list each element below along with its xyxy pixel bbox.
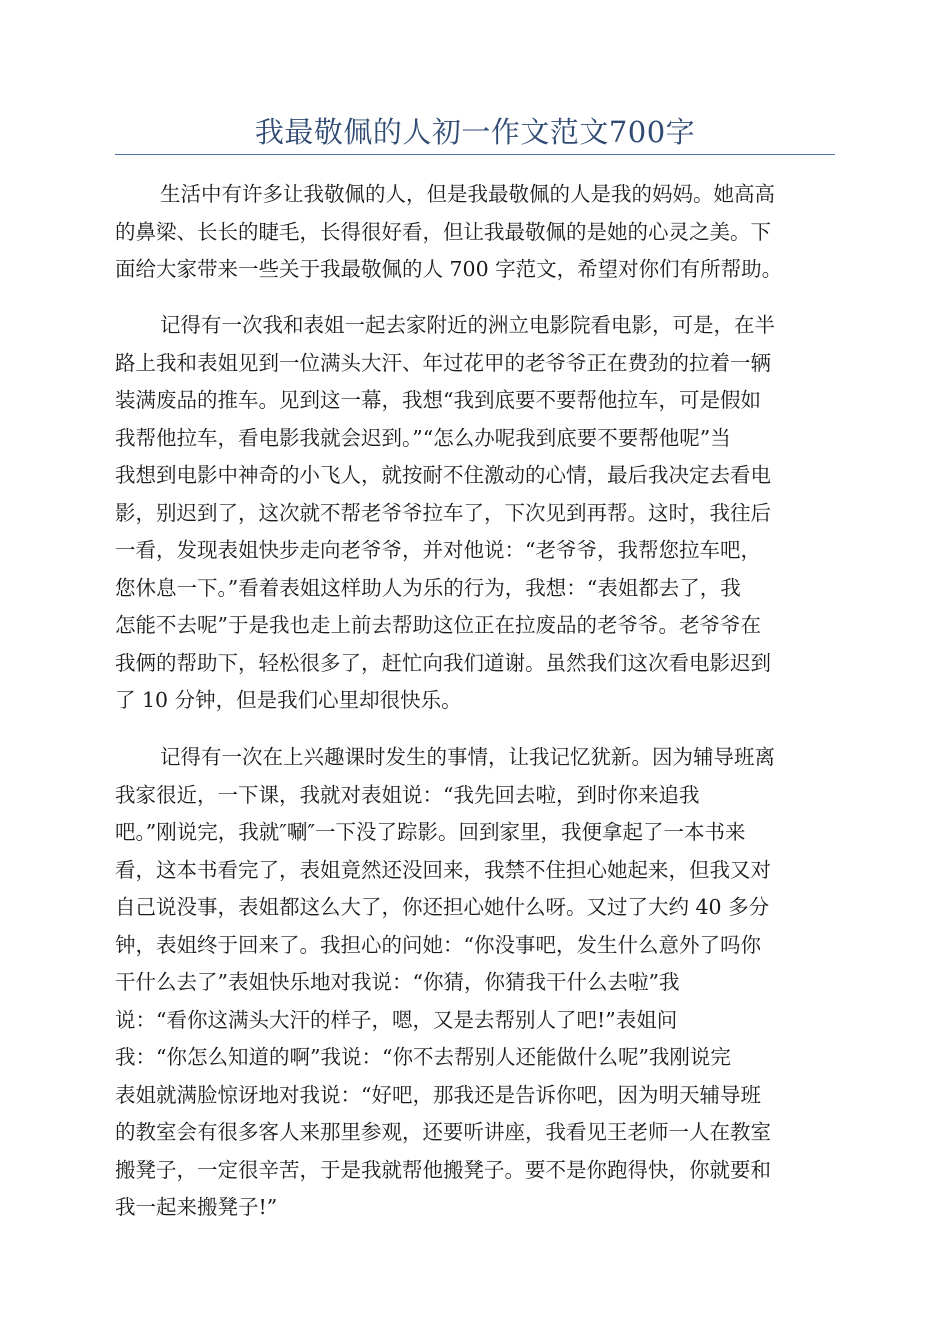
text-line: 看，这本书看完了，表姐竟然还没回来，我禁不住担心她起来，但我又对 bbox=[115, 857, 771, 882]
text-line: 说：“看你这满头大汗的样子，嗯，又是去帮别人了吧!”表姐问 bbox=[115, 1007, 678, 1032]
title-underline bbox=[115, 154, 835, 155]
text-line: 了 10 分钟，但是我们心里却很快乐。 bbox=[115, 688, 462, 712]
text-line: 一看，发现表姐快步走向老爷爷，并对他说：“老爷爷，我帮您拉车吧， bbox=[115, 538, 761, 562]
text-line: 我帮他拉车，看电影我就会迟到。”“怎么办呢我到底要不要帮他呢”当 bbox=[115, 425, 731, 450]
text-line: 我一起来搬凳子!” bbox=[115, 1195, 278, 1219]
text-line: 您休息一下。”看着表姐这样助人为乐的行为，我想：“表姐都去了，我 bbox=[115, 575, 741, 600]
text-line: 记得有一次我和表姐一起去家附近的洲立电影院看电影，可是，在半 bbox=[160, 313, 775, 337]
text-line: 影，别迟到了，这次就不帮老爷爷拉车了，下次见到再帮。这时，我往后 bbox=[115, 500, 771, 525]
text-line: 的鼻梁、长长的睫毛，长得很好看，但让我最敬佩的是她的心灵之美。下 bbox=[115, 219, 771, 244]
text-line: 装满废品的推车。见到这一幕，我想“我到底要不要帮他拉车，可是假如 bbox=[115, 388, 761, 412]
text-line: 干什么去了”表姐快乐地对我说：“你猜，你猜我干什么去啦”我 bbox=[115, 970, 680, 994]
text-line: 表姐就满脸惊讶地对我说：“好吧，那我还是告诉你吧，因为明天辅导班 bbox=[115, 1082, 761, 1107]
text-line: 的教室会有很多客人来那里参观，还要听讲座，我看见王老师一人在教室 bbox=[115, 1120, 771, 1144]
text-line: 我家很近，一下课，我就对表姐说：“我先回去啦，到时你来追我 bbox=[115, 782, 700, 807]
text-line: 路上我和表姐见到一位满头大汗、年过花甲的老爷爷正在费劲的拉着一辆 bbox=[115, 350, 771, 375]
paragraph-1 bbox=[115, 176, 835, 289]
text-line: 生活中有许多让我敬佩的人，但是我最敬佩的人是我的妈妈。她高高 bbox=[160, 182, 775, 206]
document-title: 我最敬佩的人初一作文范文700字 bbox=[254, 115, 696, 149]
text-line: 吧。”刚说完，我就″唰″一下没了踪影。回到家里，我便拿起了一本书来 bbox=[115, 820, 746, 844]
text-line: 我想到电影中神奇的小飞人，就按耐不住激动的心情，最后我决定去看电 bbox=[115, 463, 771, 487]
text-line: 自己说没事，表姐都这么大了，你还担心她什么呀。又过了大约 40 多分 bbox=[115, 895, 770, 919]
text-line: 我：“你怎么知道的啊”我说：“你不去帮别人还能做什么呢”我刚说完 bbox=[115, 1045, 731, 1069]
text-line: 钟，表姐终于回来了。我担心的问她：“你没事吧，发生什么意外了吗你 bbox=[115, 932, 761, 957]
text-line: 面给大家带来一些关于我最敬佩的人 700 字范文，希望对你们有所帮助。 bbox=[115, 257, 783, 281]
text-line: 我俩的帮助下，轻松很多了，赶忙向我们道谢。虽然我们这次看电影迟到 bbox=[115, 650, 771, 675]
text-line: 搬凳子，一定很辛苦，于是我就帮他搬凳子。要不是你跑得快，你就要和 bbox=[115, 1157, 771, 1182]
text-line: 怎能不去呢”于是我也走上前去帮助这位正在拉废品的老爷爷。老爷爷在 bbox=[115, 613, 761, 637]
text-line: 记得有一次在上兴趣课时发生的事情，让我记忆犹新。因为辅导班离 bbox=[160, 745, 775, 769]
paragraph-2 bbox=[115, 307, 835, 720]
paragraph-3 bbox=[115, 739, 835, 1227]
